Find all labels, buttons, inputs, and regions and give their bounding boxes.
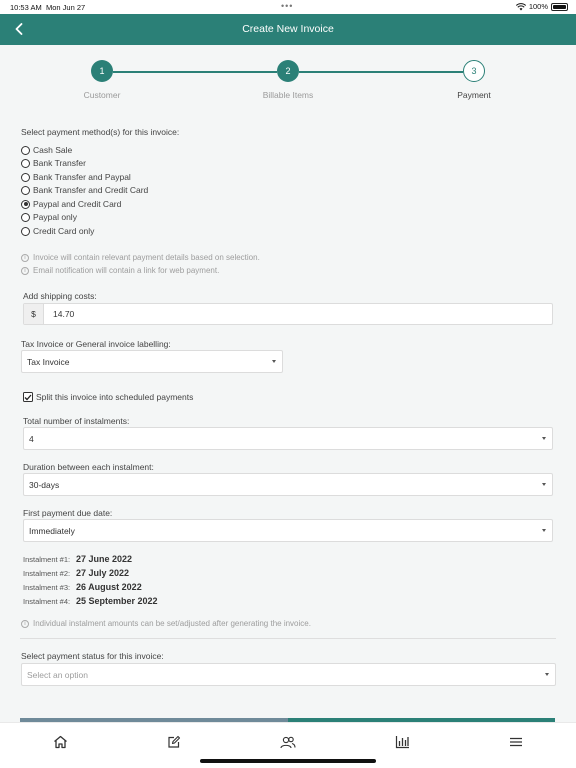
page-title: Create New Invoice — [242, 23, 334, 35]
payment-method-label: Select payment method(s) for this invoice: — [21, 127, 180, 137]
instalment-row — [23, 554, 132, 564]
split-invoice-checkbox[interactable] — [23, 392, 33, 402]
status-date: Mon Jun 27 — [46, 3, 86, 12]
instalment-date: 26 August 2022 — [76, 582, 142, 592]
edit-icon — [167, 735, 181, 749]
home-indicator[interactable] — [200, 759, 376, 763]
chevron-down-icon — [542, 437, 546, 440]
instalment-label: Instalment #1: — [23, 555, 71, 564]
payment-status-placeholder: Select an option — [27, 669, 88, 680]
radio-button[interactable] — [21, 213, 30, 222]
currency-addon: $ — [24, 304, 44, 324]
bar-chart-icon — [395, 735, 410, 749]
radio-button[interactable] — [21, 186, 30, 195]
labelling-select[interactable] — [21, 350, 283, 373]
tab-menu[interactable] — [505, 732, 527, 752]
radio-credit-card-only[interactable] — [21, 226, 94, 236]
shipping-label: Add shipping costs: — [23, 291, 97, 301]
step-2-label: Billable Items — [262, 90, 314, 100]
split-invoice-checkbox-row[interactable] — [23, 392, 193, 402]
radio-button[interactable] — [21, 173, 30, 182]
step-3-label: Payment — [457, 90, 491, 100]
users-icon — [280, 736, 296, 749]
step-3-circle[interactable]: 3 — [463, 60, 485, 82]
radio-button[interactable] — [21, 146, 30, 155]
info-icon: i — [21, 267, 29, 275]
radio-label: Bank Transfer and Credit Card — [33, 185, 149, 195]
radio-button[interactable] — [21, 159, 30, 168]
first-due-select-value: Immediately — [29, 525, 75, 536]
step-1-circle[interactable]: 1 — [91, 60, 113, 82]
info-note-text: Email notification will contain a link for web payment. — [33, 266, 220, 275]
radio-bank-transfer-credit-card[interactable] — [21, 185, 148, 195]
instalment-date: 25 September 2022 — [76, 596, 158, 606]
duration-select-value: 30-days — [29, 479, 60, 490]
multitask-dots[interactable]: ••• — [281, 1, 294, 11]
check-icon — [24, 394, 32, 401]
radio-label: Bank Transfer and Paypal — [33, 172, 131, 182]
instalment-note — [21, 619, 311, 628]
duration-label: Duration between each instalment: — [23, 462, 154, 472]
radio-label: Bank Transfer — [33, 158, 86, 168]
step-connector — [299, 71, 463, 73]
chevron-down-icon — [545, 673, 549, 676]
radio-paypal-credit-card[interactable] — [21, 199, 121, 209]
step-2-circle[interactable]: 2 — [277, 60, 299, 82]
first-due-label: First payment due date: — [23, 508, 113, 518]
battery-percent: 100% — [528, 2, 548, 11]
instalment-date: 27 July 2022 — [76, 568, 130, 578]
radio-paypal-only[interactable] — [21, 212, 77, 222]
tab-customers[interactable] — [277, 732, 299, 752]
radio-label: Paypal and Credit Card — [33, 199, 122, 209]
instalment-label: Instalment #4: — [23, 597, 71, 606]
instalments-select[interactable] — [23, 427, 553, 450]
radio-label: Paypal only — [33, 212, 77, 222]
instalment-note-text: Individual instalment amounts can be set/adjusted after generating the invoice. — [33, 619, 311, 628]
radio-bank-transfer[interactable] — [21, 158, 86, 168]
tab-edit[interactable] — [163, 732, 185, 752]
section-divider — [20, 638, 556, 639]
duration-select[interactable] — [23, 473, 553, 496]
status-bar — [0, 0, 576, 14]
labelling-label: Tax Invoice or General invoice labelling: — [21, 339, 171, 349]
tab-reports[interactable] — [391, 732, 413, 752]
info-icon: i — [21, 620, 29, 628]
chevron-down-icon — [542, 529, 546, 532]
radio-label: Cash Sale — [33, 145, 73, 155]
instalments-select-value: 4 — [29, 433, 34, 444]
instalment-label: Instalment #2: — [23, 569, 71, 578]
radio-label: Credit Card only — [33, 226, 95, 236]
menu-icon — [509, 737, 523, 747]
info-note-text: Invoice will contain relevant payment details based on selection. — [33, 253, 260, 262]
wizard-stepper — [0, 45, 576, 115]
instalment-date: 27 June 2022 — [76, 554, 133, 564]
shipping-cost-input[interactable] — [44, 304, 552, 324]
payment-status-select[interactable] — [21, 663, 556, 686]
status-time: 10:53 AM — [10, 3, 42, 12]
radio-button-selected[interactable] — [21, 200, 30, 209]
step-connector — [113, 71, 277, 73]
instalment-row — [23, 596, 158, 606]
instalment-row — [23, 582, 142, 592]
chevron-down-icon — [542, 483, 546, 486]
wifi-icon — [516, 3, 526, 11]
first-due-select[interactable] — [23, 519, 553, 542]
info-icon: i — [21, 254, 29, 262]
radio-cash-sale[interactable] — [21, 145, 72, 155]
info-note — [21, 266, 219, 275]
chevron-down-icon — [272, 360, 276, 363]
payment-status-label: Select payment status for this invoice: — [21, 651, 164, 661]
home-icon — [53, 735, 68, 749]
labelling-select-value: Tax Invoice — [27, 356, 70, 367]
shipping-input-group — [23, 303, 553, 325]
tab-home[interactable] — [49, 732, 71, 752]
instalments-label: Total number of instalments: — [23, 416, 130, 426]
step-1-label: Customer — [83, 90, 121, 100]
battery-icon — [551, 3, 568, 11]
instalment-row — [23, 568, 129, 578]
info-note — [21, 253, 260, 262]
radio-button[interactable] — [21, 227, 30, 236]
nav-bar — [0, 14, 576, 45]
radio-bank-transfer-paypal[interactable] — [21, 172, 131, 182]
instalment-label: Instalment #3: — [23, 583, 71, 592]
split-invoice-label: Split this invoice into scheduled payments — [36, 392, 194, 402]
